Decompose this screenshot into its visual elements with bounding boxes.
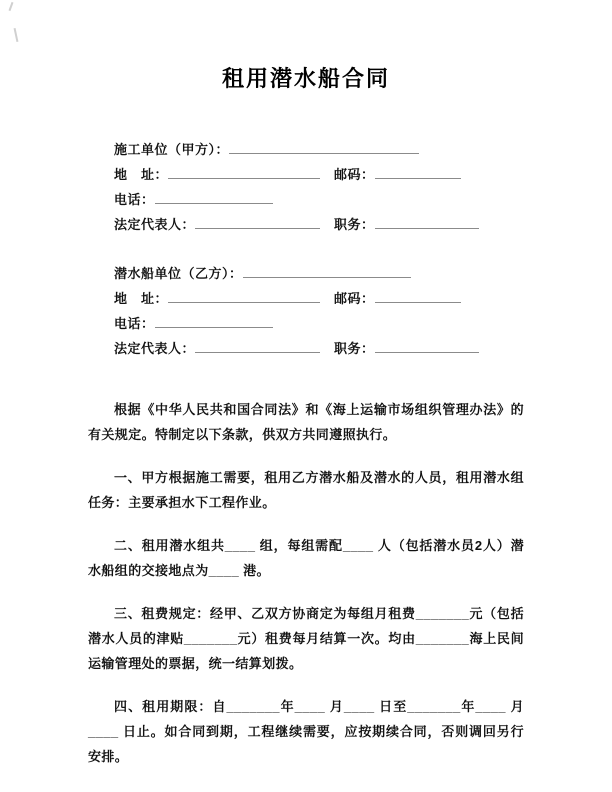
party-b-phone-label: 电话： — [114, 316, 155, 331]
party-a-representative-group — [114, 214, 334, 233]
party-a-name-row — [114, 133, 524, 158]
scan-artifact — [9, 2, 14, 11]
page-title: 租用潜水船合同 — [221, 66, 390, 91]
party-a-postcode-label: 邮码： — [334, 167, 375, 182]
party-b-address-group — [114, 288, 334, 307]
contract-body — [88, 397, 524, 769]
blank-field — [243, 276, 411, 278]
party-b-address-row — [114, 282, 524, 307]
party-a-position-label: 职务： — [334, 217, 375, 232]
blank-field — [195, 227, 320, 229]
blank-field — [229, 152, 419, 154]
clause-4-paragraph: 四、租用期限：自_______年____ 月____ 日至_______年____ 月____ 日止。如合同到期，工程继续需要，应按期续合同，否则调回另行安排。 — [88, 699, 524, 764]
party-a-phone-label: 电话： — [114, 192, 155, 207]
party-b-address-label: 地 址： — [114, 291, 169, 306]
party-a-representative-label: 法定代表人： — [114, 217, 196, 232]
blank-field — [195, 351, 320, 353]
blank-field — [375, 351, 479, 353]
clause-1-paragraph: 一、甲方根据施工需要，租用乙方潜水船及潜水的人员，租用潜水组任务：主要承担水下工程作业。 — [88, 470, 524, 510]
blank-field — [155, 326, 273, 328]
party-a-phone-row — [114, 183, 524, 208]
blank-field — [375, 177, 461, 179]
party-b-representative-row — [114, 332, 524, 357]
clause-3-paragraph: 三、租费规定：经甲、乙双方协商定为每组月租费_______元（包括潜水人员的津贴_______元）租费每月结算一次。均由_______海上民间运输管理处的票据，统一结算划拨。 — [88, 606, 524, 671]
party-b-section — [88, 257, 524, 357]
party-a-name-label: 施工单位（甲方）： — [114, 142, 230, 157]
party-a-address-group — [114, 164, 334, 183]
blank-field — [168, 177, 320, 179]
party-b-representative-group — [114, 338, 334, 357]
party-b-representative-label: 法定代表人： — [114, 341, 196, 356]
contract-intro-paragraph: 根据《中华人民共和国合同法》和《海上运输市场组织管理办法》的有关规定。特制定以下条款，供双方共同遵照执行。 — [88, 402, 524, 442]
blank-field — [375, 301, 461, 303]
scan-artifact — [14, 28, 19, 42]
party-b-name-label: 潜水船单位（乙方）： — [114, 266, 243, 281]
party-b-phone-row — [114, 307, 524, 332]
blank-field — [375, 227, 479, 229]
party-b-postcode-label: 邮码： — [334, 291, 375, 306]
clause-2-paragraph: 二、租用潜水组共____ 组，每组需配____ 人（包括潜水员2人）潜水船组的交接地点为____ 港。 — [88, 538, 524, 578]
blank-field — [168, 301, 320, 303]
party-a-address-label: 地 址： — [114, 167, 169, 182]
party-b-position-label: 职务： — [334, 341, 375, 356]
blank-field — [155, 202, 273, 204]
party-a-section — [88, 133, 524, 233]
party-b-name-row — [114, 257, 524, 282]
party-a-address-row — [114, 158, 524, 183]
party-a-representative-row — [114, 208, 524, 233]
